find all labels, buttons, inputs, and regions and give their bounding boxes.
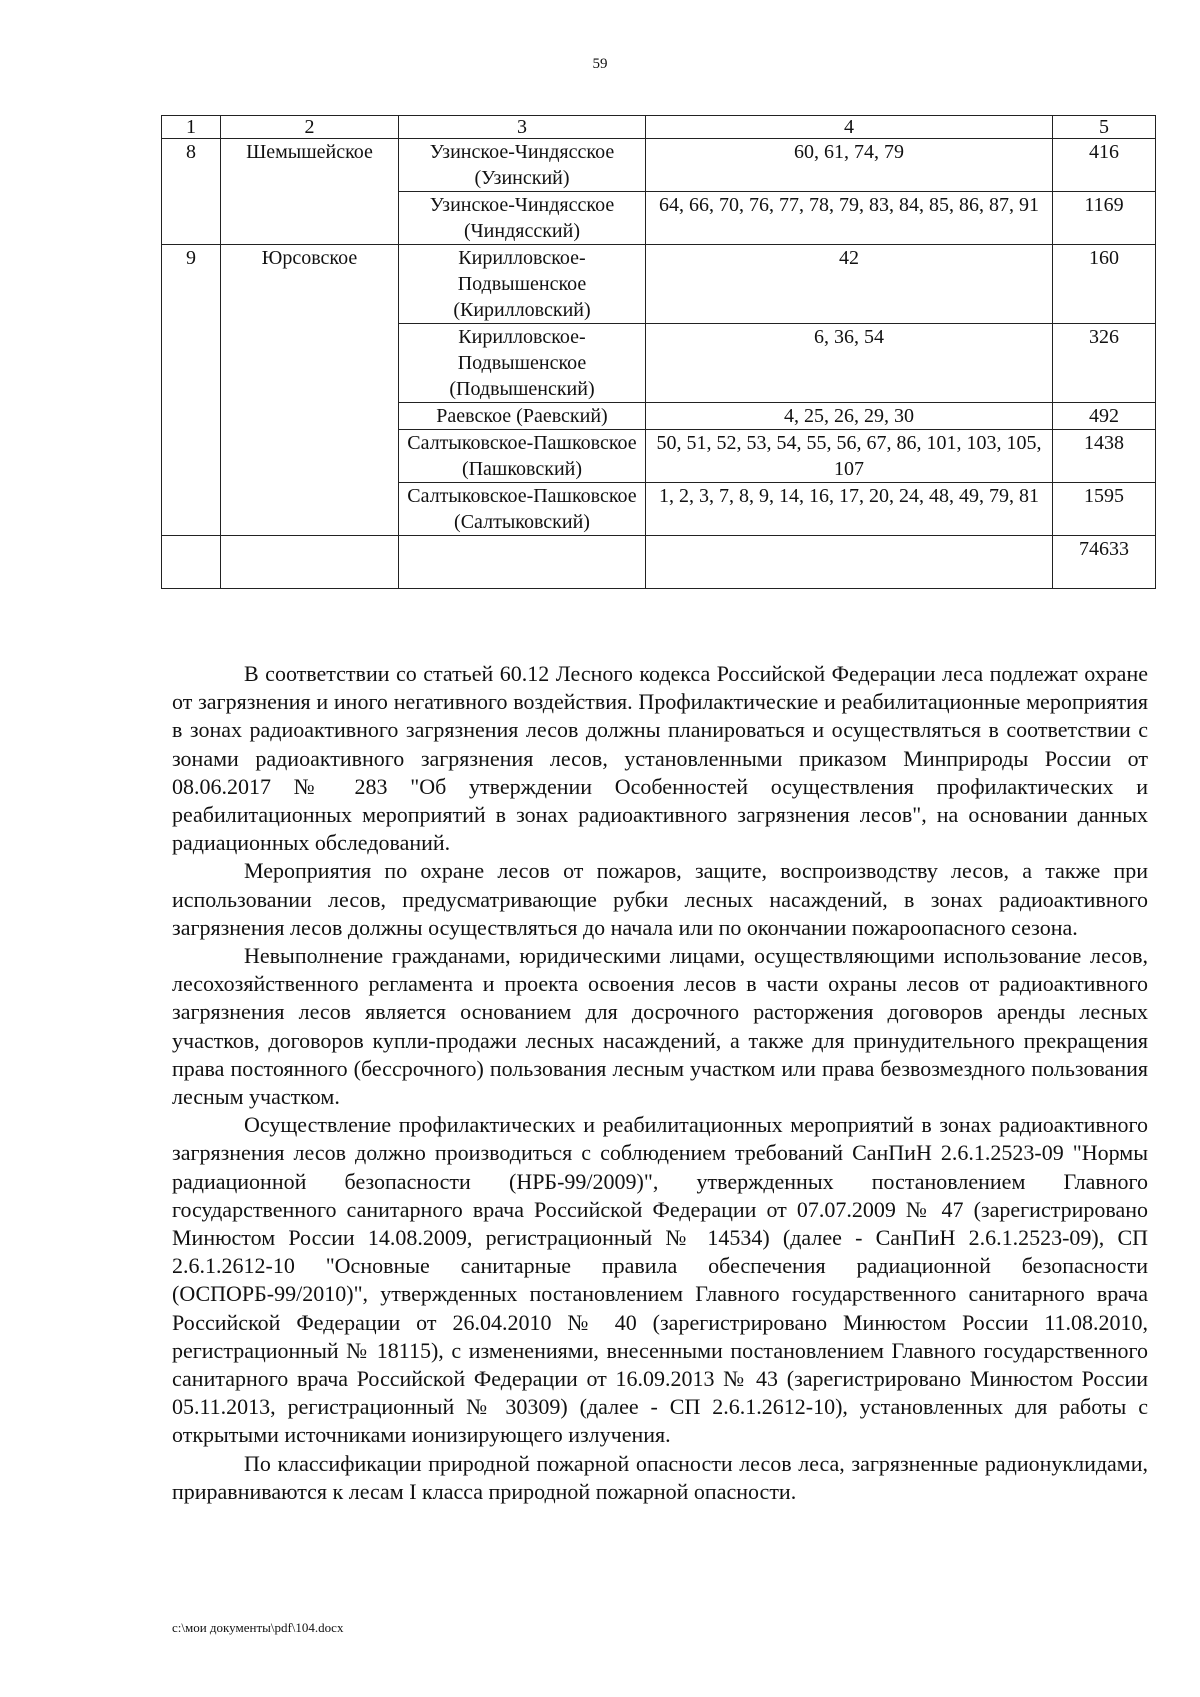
- empty-cell: [399, 536, 646, 589]
- quarters-cell: 6, 36, 54: [646, 324, 1053, 403]
- quarters-cell: 64, 66, 70, 76, 77, 78, 79, 83, 84, 85, 86, 87, 91: [646, 192, 1053, 245]
- quarters-cell: 42: [646, 245, 1053, 324]
- row-number-cell: 9: [162, 245, 221, 536]
- header-cell: 5: [1053, 116, 1156, 139]
- paragraph: Невыполнение гражданами, юридическими лицами, осуществляющими использование лесов, лесохозяйственного регламента и проекта освоения лесов в части охраны лесов от радиоактивного загрязнения лесов является основанием для досрочного расторжения договоров аренды лесных участков, договоров купли-продажи лесных насаждений, а также для принудительного прекращения права постоянного (бессрочного) пользования лесным участком или права безвозмездного пользования лесным участком.: [172, 943, 1148, 1110]
- quarters-cell: 4, 25, 26, 29, 30: [646, 403, 1053, 430]
- paragraph: Осуществление профилактических и реабилитационных мероприятий в зонах радиоактивного загрязнения лесов должно производиться с соблюдением требований СанПиН 2.6.1.2523-09 "Нормы радиационной безопасности (НРБ-99/2009)", утвержденных постановлением Главного государственного санитарного врача Российской Федерации от 07.07.2009 № 47 (зарегистрировано Минюстом России 14.08.2009, регистрационный № 14534) (далее - СанПиН 2.6.1.2523-09), СП 2.6.1.2612-10 "Основные санитарные правила обеспечения радиационной безопасности (ОСПОРБ-99/2010)", утвержденных постановлением Главного государственного санитарного врача Российской Федерации от 26.04.2010 № 40 (зарегистрировано Минюстом России 11.08.2010, регистрационный № 18115), с изменениями, внесенными постановлением Главного государственного санитарного врача Российской Федерации от 16.09.2013 № 43 (зарегистрировано Минюстом России 05.11.2013, регистрационный № 30309) (далее - СП 2.6.1.2612-10), установленных для работы с открытыми источниками ионизирующего излучения.: [172, 1112, 1148, 1448]
- forest-zones-table: [161, 115, 1156, 589]
- area-cell: 1438: [1053, 430, 1156, 483]
- district-cell: Раевское (Раевский): [399, 403, 646, 430]
- empty-cell: [646, 536, 1053, 589]
- district-cell: Узинское-Чиндясское (Чиндясский): [399, 192, 646, 245]
- table-total-row: [162, 536, 1156, 589]
- header-cell: 1: [162, 116, 221, 139]
- row-number-cell: 8: [162, 139, 221, 245]
- paragraph: По классификации природной пожарной опасности лесов леса, загрязненные радионуклидами, приравниваются к лесам I класса природной пожарной опасности.: [172, 1450, 1148, 1504]
- footer-file-path: c:\мои документы\pdf\104.docx: [172, 1620, 344, 1635]
- district-cell: Кирилловское-Подвышенское (Подвышенский): [399, 324, 646, 403]
- area-cell: 1595: [1053, 483, 1156, 536]
- header-cell: 2: [221, 116, 399, 139]
- district-cell: Салтыковское-Пашковское (Салтыковский): [399, 483, 646, 536]
- page-number: 59: [592, 56, 608, 72]
- district-cell: Салтыковское-Пашковское (Пашковский): [399, 430, 646, 483]
- forestry-cell: Шемышейское: [221, 139, 399, 245]
- quarters-cell: 50, 51, 52, 53, 54, 55, 56, 67, 86, 101, 103, 105, 107: [646, 430, 1053, 483]
- district-cell: Кирилловское-Подвышенское (Кирилловский): [399, 245, 646, 324]
- table-row: [162, 139, 1156, 192]
- paragraph: В соответствии со статьей 60.12 Лесного кодекса Российской Федерации леса подлежат охране от загрязнения и иного негативного воздействия. Профилактические и реабилитационные мероприятия в зонах радиоактивного загрязнения лесов должны планироваться и осуществляться в соответствии с зонами радиоактивного загрязнения лесов, установленными приказом Минприроды России от 08.06.2017 № 283 "Об утверждении Особенностей осуществления профилактических и реабилитационных мероприятий в зонах радиоактивного загрязнения лесов", на основании данных радиационных обследований.: [172, 661, 1148, 856]
- body-text: [172, 660, 1148, 1506]
- header-cell: 4: [646, 116, 1053, 139]
- forestry-cell: Юрсовское: [221, 245, 399, 536]
- table-row: [162, 245, 1156, 324]
- empty-cell: [162, 536, 221, 589]
- area-cell: 326: [1053, 324, 1156, 403]
- quarters-cell: 1, 2, 3, 7, 8, 9, 14, 16, 17, 20, 24, 48, 49, 79, 81: [646, 483, 1053, 536]
- empty-cell: [221, 536, 399, 589]
- area-cell: 492: [1053, 403, 1156, 430]
- table-header-row: [162, 116, 1156, 139]
- area-cell: 416: [1053, 139, 1156, 192]
- header-cell: 3: [399, 116, 646, 139]
- area-cell: 1169: [1053, 192, 1156, 245]
- total-area-cell: 74633: [1053, 536, 1156, 589]
- area-cell: 160: [1053, 245, 1156, 324]
- district-cell: Узинское-Чиндясское (Узинский): [399, 139, 646, 192]
- quarters-cell: 60, 61, 74, 79: [646, 139, 1053, 192]
- paragraph: Мероприятия по охране лесов от пожаров, защите, воспроизводству лесов, а также при использовании лесов, предусматривающие рубки лесных насаждений, в зонах радиоактивного загрязнения лесов должны осуществляться до начала или по окончании пожароопасного сезона.: [172, 858, 1148, 940]
